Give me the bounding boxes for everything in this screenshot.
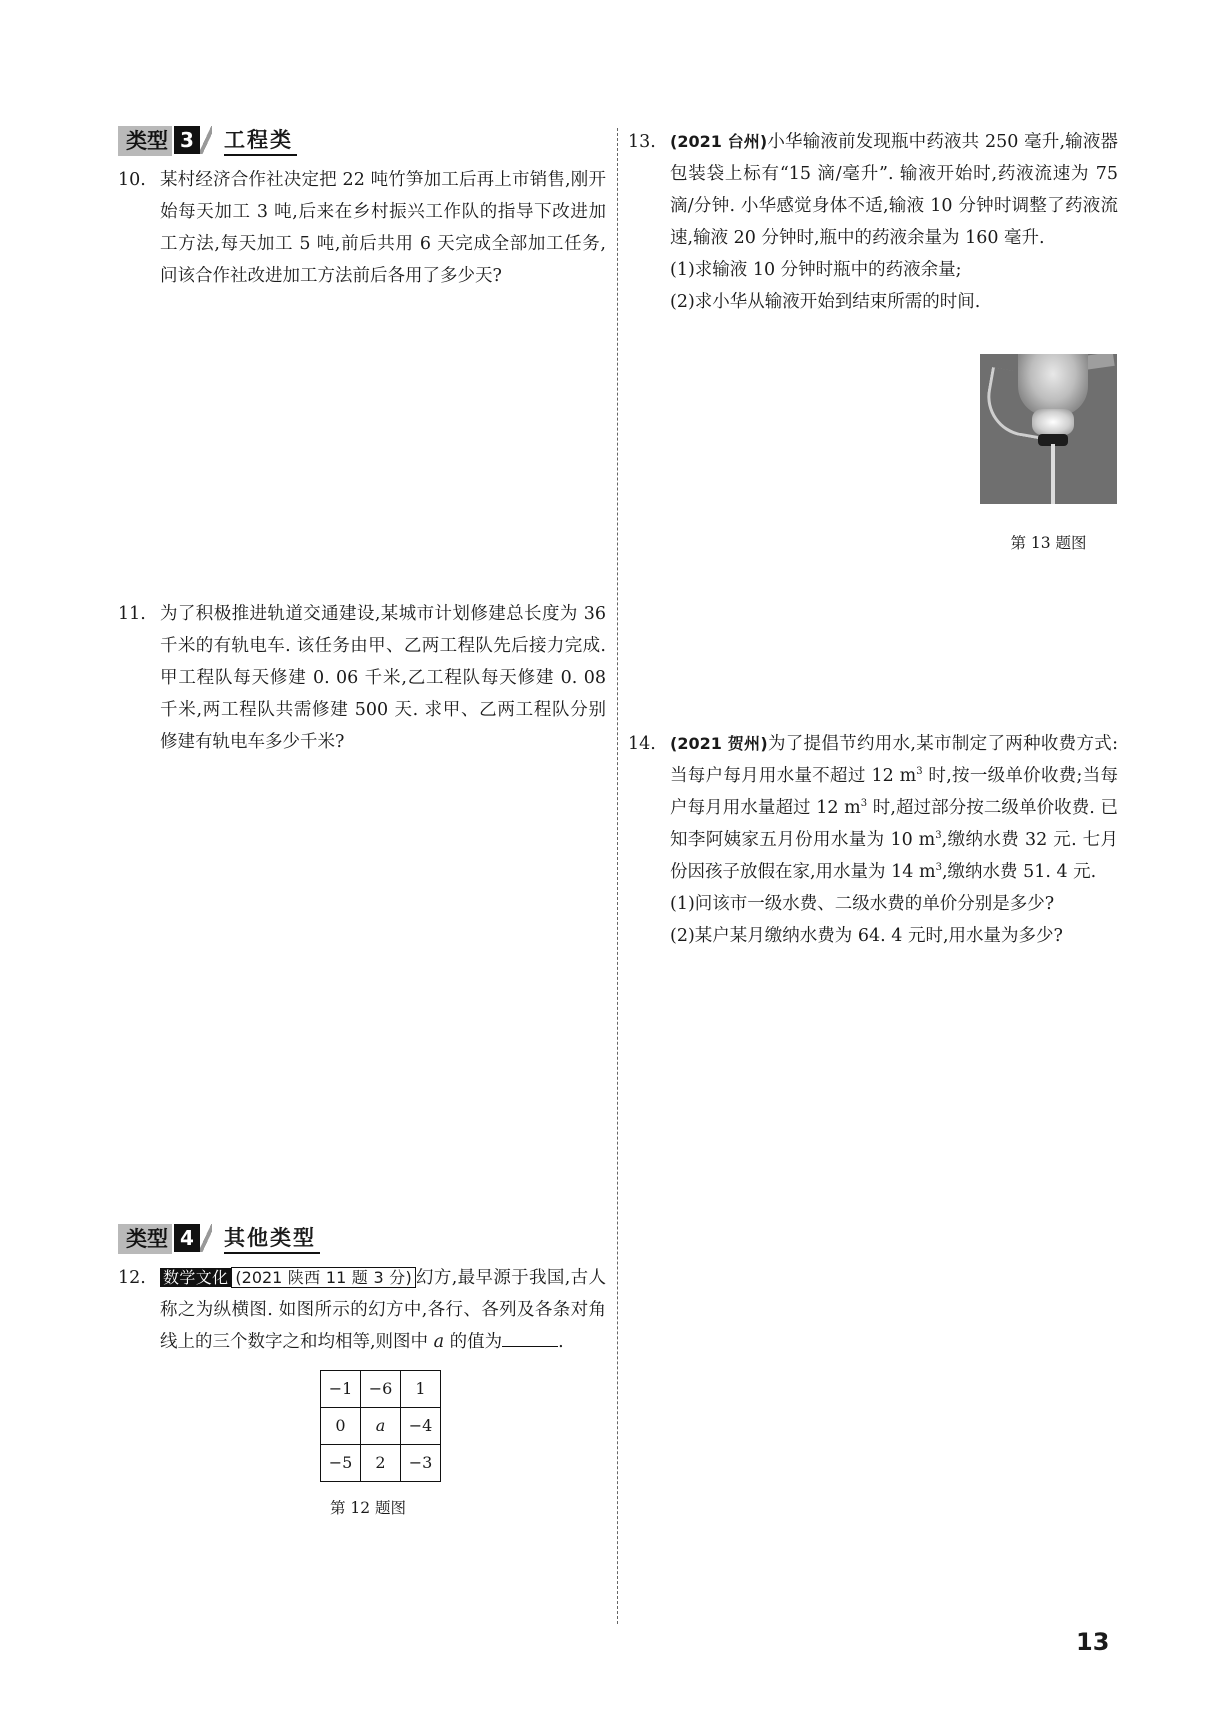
sub-question-1: (1)求输液 10 分钟时瓶中的药液余量;	[670, 260, 962, 280]
source-tag: (2021 台州)	[670, 132, 768, 151]
sub-question-1: (1)问该市一级水费、二级水费的单价分别是多少?	[670, 894, 1055, 914]
iv-drip-photo	[980, 354, 1117, 504]
superscript: 3	[935, 830, 942, 841]
text-part: ,缴纳水费 51. 4 元.	[941, 862, 1097, 882]
section-header-type4	[118, 1224, 606, 1258]
superscript: 3	[935, 862, 942, 873]
problem-11	[118, 598, 606, 758]
magic-cell: a	[361, 1408, 401, 1445]
problem-text: 某村经济合作社决定把 22 吨竹笋加工后再上市销售,刚开始每天加工 3 吨,后来在乡村振兴工作队的指导下改进加工方法,每天加工 5 吨,前后共用 6 天完成全部加工任务,问该合作社改进加工方法前后各用了多少天?	[160, 170, 606, 286]
source-tag: (2021 贺州)	[670, 734, 768, 753]
magic-cell: 0	[321, 1408, 361, 1445]
section-label: 类型	[118, 126, 172, 156]
left-column	[118, 126, 606, 1524]
text-part: ,缴纳水费 32 元. 七月份因孩子放假在家,用水量为 14 m	[670, 830, 1118, 882]
text-mid: 的值为	[444, 1332, 503, 1352]
text-before: 幻方,最早源于我国,古人称之为纵横图. 如图所示的幻方中,各行、各列及各条对角线上的三个数字之和均相等,则图中	[160, 1268, 606, 1352]
problem-10	[118, 164, 606, 292]
superscript: 3	[916, 766, 923, 777]
magic-cell: 2	[361, 1445, 401, 1482]
problem-number: 12.	[118, 1268, 146, 1288]
figure-caption-12: 第 12 题图	[329, 1499, 407, 1517]
problem-body: 小华输液前发现瓶中药液共 250 毫升,输液器包装袋上标有“15 滴/毫升”. 输液开始时,药液流速为 75 滴/分钟. 小华感觉身体不适,输液 10 分钟时调整了药液流速,输液 20 分钟时,瓶中的药液余量为 160 毫升.	[670, 132, 1119, 248]
page-number: 13	[1076, 1628, 1110, 1656]
magic-cell: −1	[321, 1371, 361, 1408]
problem-12	[118, 1262, 606, 1524]
problem-14	[628, 728, 1118, 952]
section-title: 工程类	[224, 126, 297, 156]
magic-cell: −4	[401, 1408, 441, 1445]
magic-cell: −3	[401, 1445, 441, 1482]
section-label: 类型	[118, 1224, 172, 1254]
right-column	[628, 126, 1119, 946]
problem-text	[670, 728, 1118, 888]
text-part: 时,按一级单价收费;当每户每月用水量超过 12 m	[670, 766, 1118, 818]
magic-cell: 1	[401, 1371, 441, 1408]
slash-decoration	[200, 126, 212, 154]
superscript: 3	[860, 798, 868, 809]
text-part: 时,超过部分按二级单价收费. 已知李阿姨家五月份用水量为 10 m	[670, 798, 1119, 850]
section-title: 其他类型	[224, 1224, 320, 1254]
problem-text: 为了积极推进轨道交通建设,某城市计划修建总长度为 36 千米的有轨电车. 该任务由甲、乙两工程队先后接力完成. 甲工程队每天修建 0. 06 千米,乙工程队每天修建 0. 08 千米,两工程队共需修建 500 天. 求甲、乙两工程队分别修建有轨电车多少千米?	[160, 604, 606, 752]
answer-blank[interactable]	[502, 1326, 558, 1347]
problem-number: 10.	[118, 170, 146, 190]
problem-number: 14.	[628, 734, 656, 754]
problem-13	[628, 126, 1118, 318]
source-tag: (2021 陕西 11 题 3 分)	[231, 1267, 415, 1288]
sub-question-2: (2)求小华从输液开始到结束所需的时间.	[670, 292, 981, 312]
problem-number: 11.	[118, 604, 146, 624]
section-header-type3	[118, 126, 606, 160]
slash-decoration	[200, 1224, 212, 1252]
math-culture-tag: 数学文化	[160, 1268, 231, 1287]
text-part: 为了提倡节约用水,某市制定了两种收费方式:当每户每月用水量不超过 12 m	[670, 734, 1118, 786]
sub-question-2: (2)某户某月缴纳水费为 64. 4 元时,用水量为多少?	[670, 926, 1063, 946]
figure-caption-13: 第 13 题图	[1010, 534, 1087, 552]
text-after: .	[558, 1332, 564, 1352]
magic-cell: −5	[321, 1445, 361, 1482]
magic-cell: −6	[361, 1371, 401, 1408]
magic-square	[320, 1370, 441, 1482]
section-number: 4	[174, 1224, 200, 1252]
column-divider	[617, 128, 618, 1624]
problem-text	[160, 1262, 606, 1358]
problem-number: 13.	[628, 132, 656, 152]
problem-text	[670, 126, 1118, 254]
section-number: 3	[174, 126, 200, 154]
variable-a: a	[433, 1332, 445, 1352]
